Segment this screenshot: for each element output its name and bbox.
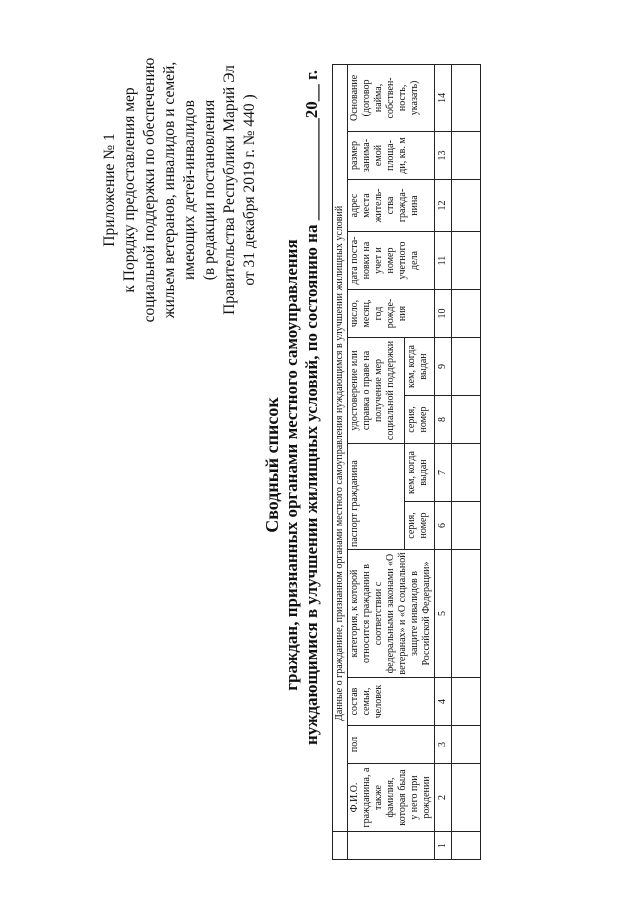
column-number: 5: [435, 550, 452, 678]
table-empty-cell: [452, 678, 481, 726]
column-header-address: адрес места житель-ства гражда-нина: [348, 180, 435, 232]
column-header-category: категория, к которой относится гражданин в соответствии с федеральными законами «О ветеранах» и «О социальной защите инвалидов в Российской Федерации»: [348, 550, 435, 678]
table-empty-cell: [452, 338, 481, 396]
column-number: 13: [435, 132, 452, 180]
appendix-line: от 31 декабря 2019 г. № 440 ): [241, 94, 258, 286]
summary-table: [332, 64, 481, 860]
column-number: 14: [435, 64, 452, 131]
table-group-header: Данные о гражданине, признанном органами местного самоуправления нуждающимся в улучшении жилищных условий: [333, 64, 348, 831]
appendix-line: имеющих детей-инвалидов: [181, 100, 198, 280]
column-number: 10: [435, 290, 452, 338]
certificate-series-header: серия, номер: [404, 396, 434, 444]
appendix-line: к Порядку предоставления мер: [121, 87, 138, 293]
column-number: 1: [435, 832, 452, 860]
column-header-certificate: удостоверение или справка о праве на получение мер социальной поддержки: [348, 338, 405, 444]
row-number-header: [348, 832, 435, 860]
column-header-passport: паспорт гражданина: [348, 444, 405, 550]
table-empty-cell: [452, 64, 481, 131]
heading-title: Сводный список: [262, 397, 282, 533]
passport-issued-header: кем, когда выдан: [404, 444, 434, 502]
column-number: 12: [435, 180, 452, 232]
table-empty-cell: [452, 764, 481, 832]
certificate-issued-header: кем, когда выдан: [404, 338, 434, 396]
table-empty-cell: [452, 726, 481, 764]
column-header-registration: дата поста-новки на учет и номер учетного дела: [348, 232, 435, 290]
column-number: 2: [435, 764, 452, 832]
column-header-family: состав семьи, человек: [348, 678, 435, 726]
column-header-area: размер занима-емой площа-ди, кв. м: [348, 132, 435, 180]
heading-subtitle: граждан, признанных органами местного самоуправления: [282, 239, 301, 691]
column-number: 11: [435, 232, 452, 290]
appendix-line: жильем ветеранов, инвалидов и семей,: [161, 61, 178, 319]
column-number: 6: [435, 502, 452, 550]
column-header-basis: Основание (договор найма, собствен-ность, указать): [348, 64, 435, 131]
passport-series-header: серия, номер: [404, 502, 434, 550]
column-header-name: Ф.И.О. гражданина, а также фамилия, которая была у него при рождении: [348, 764, 435, 832]
table-empty-cell: [452, 290, 481, 338]
table-empty-cell: [452, 396, 481, 444]
table-empty-cell: [452, 832, 481, 860]
appendix-block: [100, 25, 260, 355]
table-empty-cell: [452, 180, 481, 232]
appendix-line: социальной поддержки по обеспечению: [141, 57, 158, 323]
appendix-line: Правительства Республики Марий Эл: [221, 65, 238, 315]
column-number: 9: [435, 338, 452, 396]
column-number: 7: [435, 444, 452, 502]
appendix-line: (в редакции постановления: [201, 99, 218, 281]
table-empty-cell: [452, 550, 481, 678]
document-heading: [262, 69, 322, 745]
appendix-line: Приложение № 1: [101, 133, 118, 247]
column-number: 4: [435, 678, 452, 726]
table-empty-cell: [452, 502, 481, 550]
heading-date-line: нуждающимися в улучшении жилищных условий, по состоянию на ____________20__ г.: [302, 69, 321, 745]
column-number: 8: [435, 396, 452, 444]
column-number: 3: [435, 726, 452, 764]
table-empty-cell: [452, 232, 481, 290]
column-header-sex: пол: [348, 726, 435, 764]
table-empty-cell: [452, 132, 481, 180]
column-header-birth-date: число, месяц, год рожде-ния: [348, 290, 435, 338]
table-empty-cell: [452, 444, 481, 502]
table-corner-cell: [333, 832, 348, 860]
